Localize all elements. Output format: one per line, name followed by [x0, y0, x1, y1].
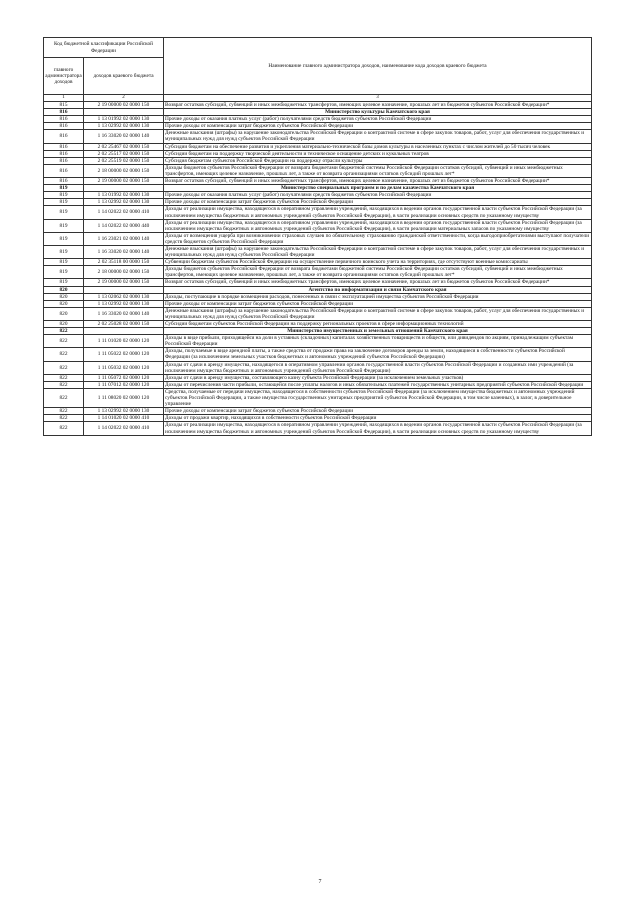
- income-name-cell: Субсидии бюджетам субъектов Российской Федерации на поддержку региональных проектов в сфере информационных технологий: [164, 321, 592, 328]
- table-row: [44, 199, 592, 206]
- admin-code-cell: 819: [44, 279, 84, 286]
- income-name-cell: Доходы, поступающие в порядке возмещения расходов, понесенных в связи с эксплуатацией имущества субъектов Российской Федерации: [164, 293, 592, 300]
- admin-code-cell: 816: [44, 116, 84, 123]
- table-body: [44, 102, 592, 436]
- admin-code-cell: 820: [44, 293, 84, 300]
- admin-code-cell: 816: [44, 178, 84, 185]
- income-code-cell: 1 13 02992 02 0000 130: [84, 300, 164, 307]
- income-code-cell: 1 11 05032 02 0000 120: [84, 361, 164, 374]
- page-number: 7: [318, 879, 322, 885]
- income-code-cell: 2 02 25467 02 0000 150: [84, 143, 164, 150]
- income-code-cell: 1 11 07012 02 0000 120: [84, 381, 164, 388]
- table-row: [44, 381, 592, 388]
- admin-code-cell: 819: [44, 185, 84, 192]
- income-code-cell: 1 16 33020 02 0000 140: [84, 130, 164, 143]
- table-row: [44, 143, 592, 150]
- admin-code-cell: 819: [44, 199, 84, 206]
- income-code-cell: 2 02 25517 02 0000 150: [84, 150, 164, 157]
- admin-code-cell: 820: [44, 300, 84, 307]
- admin-code-cell: 819: [44, 206, 84, 219]
- header-budget-classification-group: Код бюджетной классификации Российской Федерации: [44, 38, 164, 58]
- income-name-cell: Доходы от возмещения ущерба при возникновении страховых случаев по обязательному страхованию гражданской ответственности, когда выгодоприобретателями выступают получатели средств бюджетов субъектов Российской Федерации: [164, 232, 592, 245]
- income-name-cell: Прочие доходы от компенсации затрат бюджетов субъектов Российской Федерации: [164, 123, 592, 130]
- table-row: [44, 123, 592, 130]
- income-name-cell: Агентство по информатизации и связи Камчатского края: [164, 286, 592, 293]
- admin-code-cell: 816: [44, 164, 84, 177]
- table-row: [44, 116, 592, 123]
- admin-code-cell: 822: [44, 388, 84, 407]
- income-code-cell: 2 19 00000 02 0000 150: [84, 178, 164, 185]
- table-row: [44, 374, 592, 381]
- income-name-cell: Доходы, получаемые в виде арендной платы, а также средства от продажи права на заключение договоров аренды за земли, находящиеся в собственности субъектов Российской Федерации (за исключением земельных участков бюджетных и автономных учреждений субъектов Российской Федерации): [164, 348, 592, 361]
- admin-code-cell: 819: [44, 259, 84, 266]
- income-name-cell: Доходы от реализации имущества, находящегося в оперативном управлении учреждений, находящихся в ведении органов государственной власти субъектов Российской Федерации (за исключением имущества бюджетных и автономных учреждений субъектов Российской Федерации), в части реализации основных средств по указанному имуществу: [164, 206, 592, 219]
- income-code-cell: 1 13 01992 02 0000 130: [84, 192, 164, 199]
- income-name-cell: Прочие доходы от компенсации затрат бюджетов субъектов Российской Федерации: [164, 408, 592, 415]
- income-classification-table: [43, 37, 592, 436]
- income-code-cell: 1 14 02022 02 0000 410: [84, 206, 164, 219]
- table-row: [44, 130, 592, 143]
- table-row: [44, 279, 592, 286]
- income-code-cell: 2 02 25028 02 0000 150: [84, 321, 164, 328]
- income-name-cell: Доходы в виде прибыли, приходящейся на доли в уставных (складочных) капиталах хозяйственных товариществ и обществ, или дивидендов по акциям, принадлежащим субъектам Российской Федерации: [164, 335, 592, 348]
- admin-code-cell: 819: [44, 232, 84, 245]
- income-name-cell: Денежные взыскания (штрафы) за нарушение законодательства Российской Федерации о контрактной системе в сфере закупок товаров, работ, услуг для обеспечения государственных и муниципальных нужд для нужд субъектов Российской Федерации: [164, 307, 592, 320]
- admin-code-cell: 816: [44, 157, 84, 164]
- table-row: [44, 422, 592, 435]
- income-name-cell: Доходы от сдачи в аренду имущества, составляющего казну субъекта Российской Федерации (за исключением земельных участков): [164, 374, 592, 381]
- income-code-cell: [84, 109, 164, 116]
- income-code-cell: 1 14 01020 02 0000 410: [84, 415, 164, 422]
- admin-code-cell: 822: [44, 348, 84, 361]
- income-name-cell: Доходы от сдачи в аренду имущества, находящегося в оперативном управлении органов государственной власти субъектов Российской Федерации и созданных ими учреждений (за исключением имущества бюджетных и автономных учреждений субъектов Российской Федерации): [164, 361, 592, 374]
- income-name-cell: Возврат остатков субсидий, субвенций и иных межбюджетных трансфертов, имеющих целевое назначение, прошлых лет из бюджетов субъектов Российской Федерации*: [164, 279, 592, 286]
- table-row: [44, 219, 592, 232]
- table-row: [44, 361, 592, 374]
- income-name-cell: Денежные взыскания (штрафы) за нарушение законодательства Российской Федерации о контрактной системе в сфере закупок товаров, работ, услуг для обеспечения государственных и муниципальных нужд для нужд субъектов Российской Федерации: [164, 130, 592, 143]
- admin-code-cell: 819: [44, 219, 84, 232]
- table-row: [44, 266, 592, 279]
- section-row: [44, 328, 592, 335]
- income-code-cell: 2 02 35118 00 0000 150: [84, 259, 164, 266]
- admin-code-cell: 822: [44, 381, 84, 388]
- admin-code-cell: 816: [44, 109, 84, 116]
- income-name-cell: Прочие доходы от оказания платных услуг (работ) получателями средств бюджетов субъектов Российской Федерации: [164, 192, 592, 199]
- income-code-cell: 1 16 33020 02 0000 140: [84, 245, 164, 258]
- header-name-column: Наименование главного администратора доходов, наименование кода доходов краевого бюджета: [164, 38, 592, 95]
- income-name-cell: Министерство специальных программ и по делам казачества Камчатского края: [164, 185, 592, 192]
- income-name-cell: Субвенции бюджетам субъектов Российской Федерации на осуществление первичного воинского учета на территориях, где отсутствуют военные комиссариаты: [164, 259, 592, 266]
- table-row: [44, 293, 592, 300]
- table-row: [44, 307, 592, 320]
- admin-code-cell: 816: [44, 130, 84, 143]
- table-row: [44, 206, 592, 219]
- admin-code-cell: 822: [44, 335, 84, 348]
- income-name-cell: Возврат остатков субсидий, субвенций и иных межбюджетных трансфертов, имеющих целевое назначение, прошлых лет из бюджетов субъектов Российской Федерации*: [164, 178, 592, 185]
- table-row: [44, 232, 592, 245]
- admin-code-cell: 822: [44, 328, 84, 335]
- admin-code-cell: 819: [44, 245, 84, 258]
- income-name-cell: Субсидии бюджетам на обеспечение развития и укрепления материально-технической базы домов культуры в населенных пунктах с числом жителей до 50 тысяч человек: [164, 143, 592, 150]
- admin-code-cell: 819: [44, 266, 84, 279]
- income-code-cell: 1 14 02022 02 0000 440: [84, 219, 164, 232]
- income-code-cell: 2 02 25519 02 0000 150: [84, 157, 164, 164]
- income-name-cell: Прочие доходы от компенсации затрат бюджетов субъектов Российской Федерации: [164, 199, 592, 206]
- section-row: [44, 286, 592, 293]
- income-code-cell: 1 13 02992 02 0000 130: [84, 123, 164, 130]
- income-code-cell: 1 13 02062 02 0000 130: [84, 293, 164, 300]
- table-row: [44, 102, 592, 109]
- admin-code-cell: 815: [44, 102, 84, 109]
- header-number-3: 3: [164, 95, 592, 102]
- admin-code-cell: 822: [44, 422, 84, 435]
- income-code-cell: 1 11 05072 02 0000 120: [84, 374, 164, 381]
- income-code-cell: [84, 185, 164, 192]
- table-row: [44, 157, 592, 164]
- income-code-cell: 2 19 00000 02 0000 150: [84, 279, 164, 286]
- admin-code-cell: 822: [44, 361, 84, 374]
- income-name-cell: Доходы от реализации имущества, находящегося в оперативном управлении учреждений, находящихся в ведении органов государственной власти субъектов Российской Федерации (за исключением имущества бюджетных и автономных учреждений субъектов Российской Федерации), в части реализации основных средств по указанному имуществу: [164, 422, 592, 435]
- table-row: [44, 348, 592, 361]
- admin-code-cell: 822: [44, 374, 84, 381]
- table-row: [44, 388, 592, 407]
- admin-code-cell: 822: [44, 408, 84, 415]
- table-row: [44, 321, 592, 328]
- table-row: [44, 178, 592, 185]
- income-classification-table-sheet: [43, 37, 591, 436]
- admin-code-cell: 822: [44, 415, 84, 422]
- income-code-cell: [84, 286, 164, 293]
- income-code-cell: 1 16 23021 02 0000 140: [84, 232, 164, 245]
- income-code-cell: 1 11 08020 02 0000 120: [84, 388, 164, 407]
- admin-code-cell: 816: [44, 143, 84, 150]
- section-row: [44, 185, 592, 192]
- income-name-cell: Министерство имущественных и земельных отношений Камчатского края: [164, 328, 592, 335]
- section-row: [44, 109, 592, 116]
- table-header: [44, 38, 592, 102]
- admin-code-cell: 819: [44, 192, 84, 199]
- income-code-cell: 1 11 05022 02 0000 120: [84, 348, 164, 361]
- income-name-cell: Средства, получаемые от передачи имущества, находящегося в собственности субъектов Российской Федерации (за исключением имущества бюджетных и автономных учреждений субъектов Российской Федерации, а также имущества государственных унитарных предприятий субъектов Российской Федерации, в том числе казенных), в залог, в доверительное управление: [164, 388, 592, 407]
- income-code-cell: 1 16 33020 02 0000 140: [84, 307, 164, 320]
- income-name-cell: Субсидии бюджетам на поддержку творческой деятельности и техническое оснащение детских и кукольных театров: [164, 150, 592, 157]
- table-row: [44, 150, 592, 157]
- income-name-cell: Возврат остатков субсидий, субвенций и иных межбюджетных трансфертов, имеющих целевое назначение, прошлых лет из бюджетов субъектов Российской Федерации*: [164, 102, 592, 109]
- income-code-cell: 2 18 00000 02 0000 150: [84, 266, 164, 279]
- income-code-cell: 1 13 02992 02 0000 130: [84, 408, 164, 415]
- income-name-cell: Министерство культуры Камчатского края: [164, 109, 592, 116]
- admin-code-cell: 820: [44, 321, 84, 328]
- income-name-cell: Доходы от перечисления части прибыли, остающейся после уплаты налогов и иных обязательных платежей государственных унитарных предприятий субъектов Российской Федерации: [164, 381, 592, 388]
- income-code-cell: 2 19 00000 02 0000 150: [84, 102, 164, 109]
- income-name-cell: Доходы от реализации имущества, находящегося в оперативном управлении учреждений, находящихся в ведении органов государственной власти субъектов Российской Федерации (за исключением имущества бюджетных и автономных учреждений субъектов Российской Федерации), в части реализации материальных запасов по указанному имуществу: [164, 219, 592, 232]
- income-name-cell: Денежные взыскания (штрафы) за нарушение законодательства Российской Федерации о контрактной системе в сфере закупок товаров, работ, услуг для обеспечения государственных и муниципальных нужд для нужд субъектов Российской Федерации: [164, 245, 592, 258]
- header-number-2: 2: [84, 95, 164, 102]
- income-code-cell: [84, 328, 164, 335]
- table-row: [44, 164, 592, 177]
- table-row: [44, 335, 592, 348]
- income-code-cell: 2 18 00000 02 0000 150: [84, 164, 164, 177]
- table-row: [44, 259, 592, 266]
- income-name-cell: Прочие доходы от компенсации затрат бюджетов субъектов Российской Федерации: [164, 300, 592, 307]
- table-row: [44, 192, 592, 199]
- table-row: [44, 300, 592, 307]
- admin-code-cell: 816: [44, 150, 84, 157]
- admin-code-cell: 816: [44, 123, 84, 130]
- income-code-cell: 1 11 01020 02 0000 120: [84, 335, 164, 348]
- income-name-cell: Прочие доходы от оказания платных услуг (работ) получателями средств бюджетов субъектов Российской Федерации: [164, 116, 592, 123]
- income-name-cell: Доходы от продажи квартир, находящихся в собственности субъектов Российской Федерации: [164, 415, 592, 422]
- header-number-1: 1: [44, 95, 84, 102]
- header-income-code-column: доходов краевого бюджета: [84, 58, 164, 95]
- table-row: [44, 245, 592, 258]
- income-name-cell: Доходы бюджетов субъектов Российской Федерации от возврата бюджетами бюджетной системы Российской Федерации остатков субсидий, субвенций и иных межбюджетных трансфертов, имеющих целевое назначение, прошлых лет, а также от возврата организациями остатков субсидий прошлых лет*: [164, 164, 592, 177]
- income-code-cell: 1 13 01992 02 0000 130: [84, 116, 164, 123]
- admin-code-cell: 820: [44, 307, 84, 320]
- income-code-cell: 1 13 02992 02 0000 130: [84, 199, 164, 206]
- income-name-cell: Доходы бюджетов субъектов Российской Федерации от возврата бюджетами бюджетной системы Российской Федерации остатков субсидий, субвенций и иных межбюджетных трансфертов, имеющих целевое назначение, прошлых лет, а также от возврата организациями остатков субсидий прошлых лет*: [164, 266, 592, 279]
- table-row: [44, 408, 592, 415]
- admin-code-cell: 820: [44, 286, 84, 293]
- income-name-cell: Субсидия бюджетам субъектов Российской Федерации на поддержку отрасли культуры: [164, 157, 592, 164]
- income-code-cell: 1 14 02022 02 0000 410: [84, 422, 164, 435]
- table-row: [44, 415, 592, 422]
- header-admin-column: главного администратора доходов: [44, 58, 84, 95]
